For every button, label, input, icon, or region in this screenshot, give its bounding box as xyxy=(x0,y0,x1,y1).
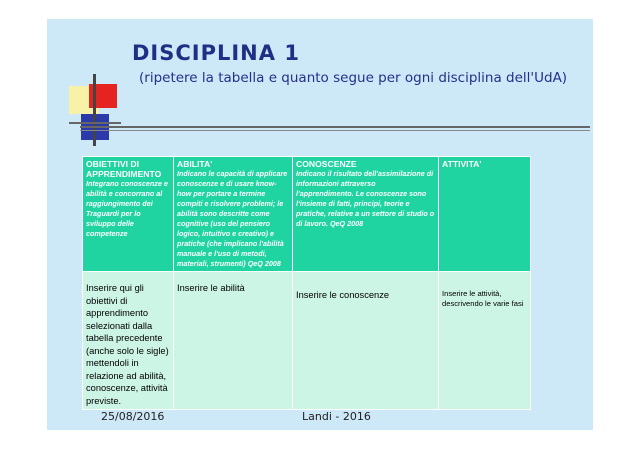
discipline-table xyxy=(82,156,531,410)
cell-abilita xyxy=(174,272,293,410)
decorative-squares-icon xyxy=(69,74,121,146)
table-row xyxy=(83,272,531,410)
header-title: CONOSCENZE xyxy=(296,159,357,169)
header-desc: Indicano il risultato dell'assimilazione di informazioni attraverso l'apprendimento. Le conoscenze sono l'insieme di fatti, principi, teorie e pratiche, relative a un settore di studio o di lavoro. QeQ 2008 xyxy=(296,169,435,228)
cell-obiettivi xyxy=(83,272,174,410)
header-obiettivi xyxy=(83,157,174,272)
header-desc: Integrano conoscenze e abilità e concorrano al raggiungimento dei Traguardi per lo sviluppo delle competenze xyxy=(86,179,168,238)
footer-author: Landi - 2016 xyxy=(302,410,371,423)
slide-subtitle: (ripetere la tabella e quanto segue per ogni disciplina dell'UdA) xyxy=(139,70,568,86)
title-divider-thin xyxy=(80,130,590,131)
slide-title: DISCIPLINA 1 xyxy=(132,41,300,65)
header-title: ATTIVITA' xyxy=(442,159,482,169)
header-title: OBIETTIVI DI APPRENDIMENTO xyxy=(86,159,162,179)
cell-text: Inserire le conoscenze xyxy=(296,290,390,300)
header-attivita xyxy=(439,157,531,272)
cell-text: Inserire le attività, descrivendo le varie fasi xyxy=(442,289,524,308)
table-header-row xyxy=(83,157,531,272)
title-divider xyxy=(80,126,590,128)
header-desc: Indicano le capacità di applicare conoscenze e di usare know-how per portare a termine compiti e risolvere problemi; le abilità sono descritte come cognitive (uso del pensiero logico, intuitivo e creativo) e pratiche (che implicano l'abilità manuale e l'uso di metodi, materiali, strumenti) QeQ 2008 xyxy=(177,169,288,268)
header-conoscenze xyxy=(293,157,439,272)
header-abilita xyxy=(174,157,293,272)
cell-attivita xyxy=(439,272,531,410)
cell-text: Inserire le abilità xyxy=(177,283,245,293)
header-title: ABILITA' xyxy=(177,159,213,169)
cell-conoscenze xyxy=(293,272,439,410)
footer-date: 25/08/2016 xyxy=(101,410,165,423)
cell-text: Inserire qui gli obiettivi di apprendimento selezionati dalla tabella precedente (anche solo le sigle) mettendoli in relazione ad abilità, conoscenze, attività previste. xyxy=(86,283,169,406)
